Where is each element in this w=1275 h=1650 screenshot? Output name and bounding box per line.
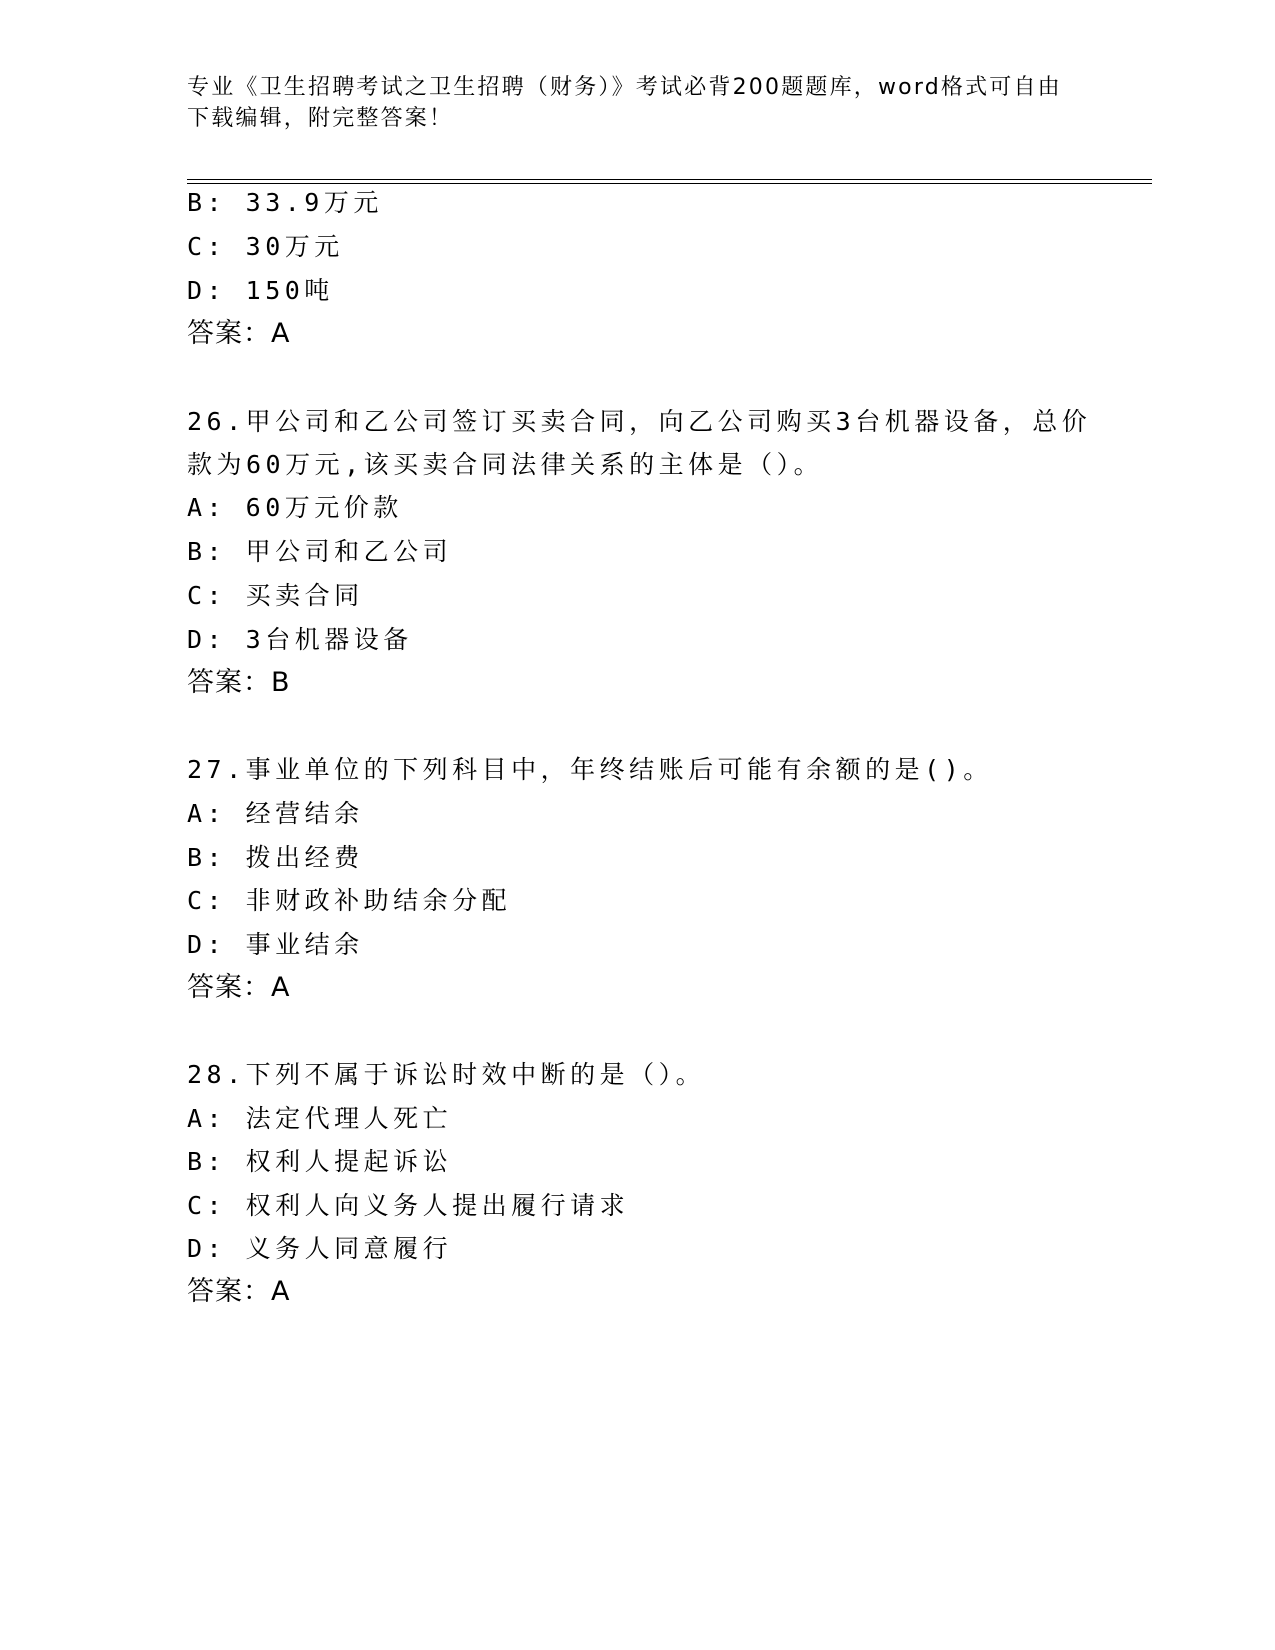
option-c-q26: C: 买卖合同 xyxy=(187,581,364,610)
answer-q26: 答案：B xyxy=(187,667,291,698)
question-27: 27.事业单位的下列科目中，年终结账后可能有余额的是()。 xyxy=(187,755,993,784)
option-a-q28: A: 法定代理人死亡 xyxy=(187,1104,453,1133)
option-b-q28: B: 权利人提起诉讼 xyxy=(187,1147,453,1176)
option-c-q28: C: 权利人向义务人提出履行请求 xyxy=(187,1191,630,1220)
answer-q27: 答案：A xyxy=(187,972,291,1003)
question-26-line-1: 26.甲公司和乙公司签订买卖合同，向乙公司购买3台机器设备，总价 xyxy=(187,407,1092,436)
option-c-q25: C: 30万元 xyxy=(187,232,344,261)
option-d-q26: D: 3台机器设备 xyxy=(187,625,413,654)
option-b-q25: B: 33.9万元 xyxy=(187,188,383,217)
question-28: 28.下列不属于诉讼时效中断的是（）。 xyxy=(187,1060,706,1089)
option-d-q25: D: 150吨 xyxy=(187,276,334,305)
answer-q28: 答案：A xyxy=(187,1276,291,1307)
document-header: 专业《卫生招聘考试之卫生招聘（财务）》考试必背200题题库，word格式可自由下载编辑，附完整答案！ xyxy=(187,75,1062,131)
question-26-line-2: 款为60万元,该买卖合同法律关系的主体是（）。 xyxy=(187,450,824,479)
answer-q25: 答案：A xyxy=(187,318,291,349)
header-rule-top xyxy=(187,179,1152,180)
option-a-q27: A: 经营结余 xyxy=(187,799,364,828)
option-c-q27: C: 非财政补助结余分配 xyxy=(187,886,512,915)
option-d-q27: D: 事业结余 xyxy=(187,930,364,959)
option-b-q27: B: 拨出经费 xyxy=(187,843,364,872)
header-rule-bottom xyxy=(187,183,1152,184)
option-b-q26: B: 甲公司和乙公司 xyxy=(187,537,453,566)
option-d-q28: D: 义务人同意履行 xyxy=(187,1234,453,1263)
option-a-q26: A: 60万元价款 xyxy=(187,493,403,522)
